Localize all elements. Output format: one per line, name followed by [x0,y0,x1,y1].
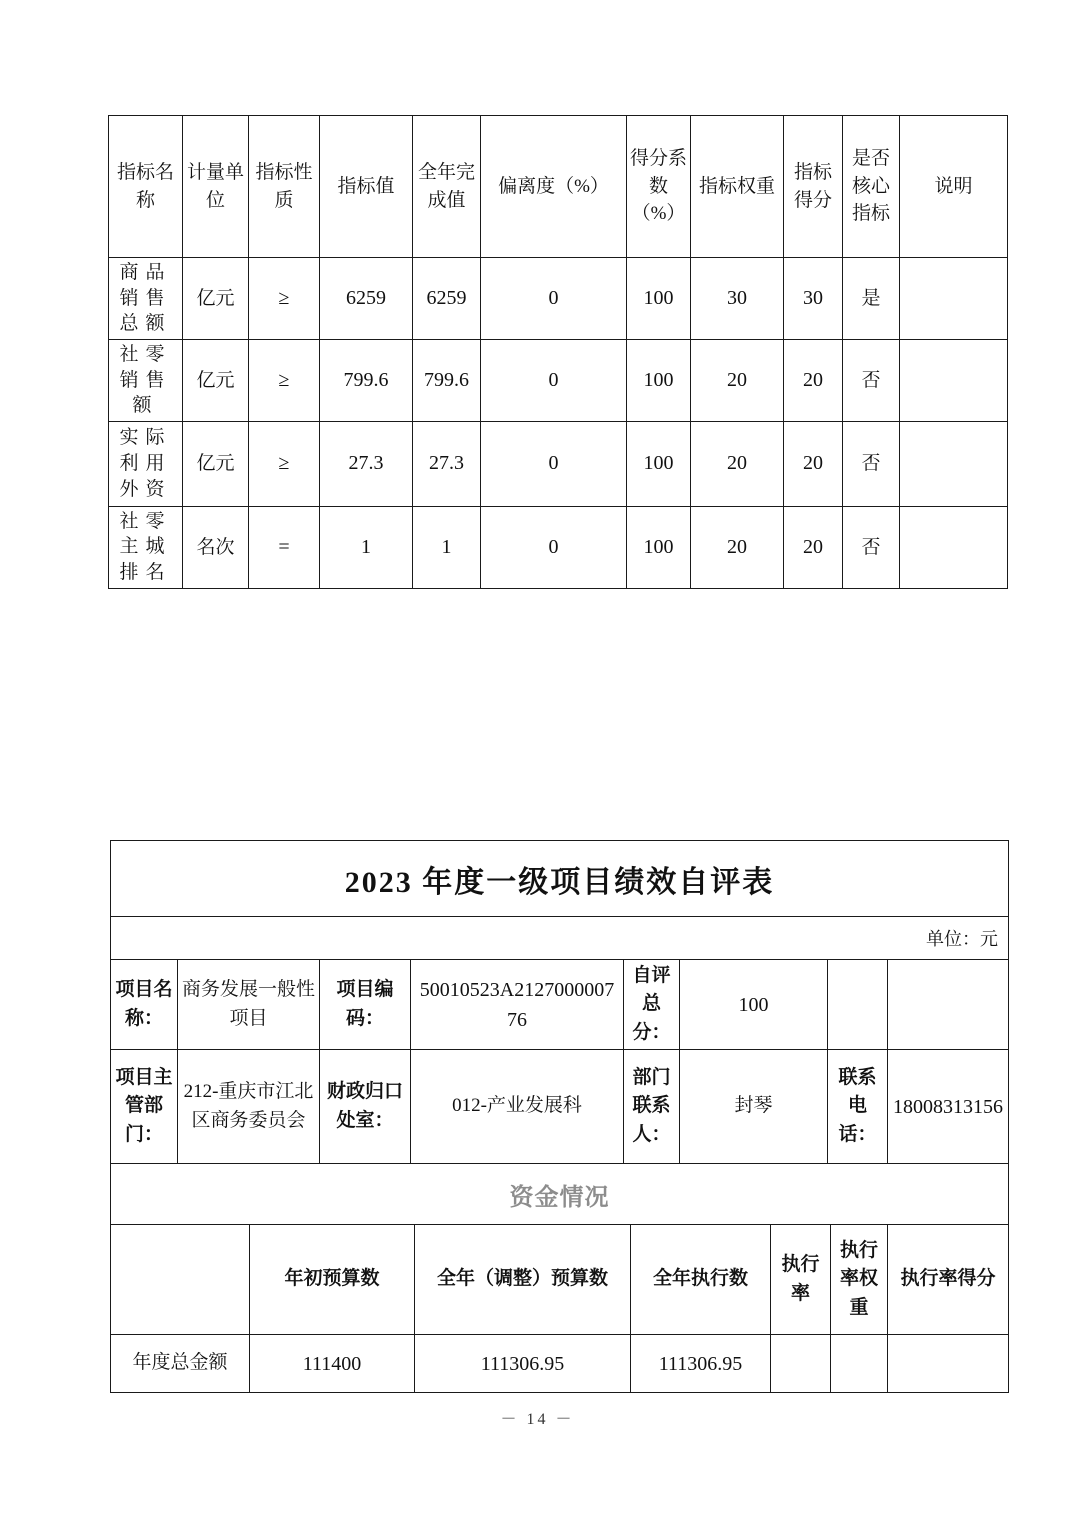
column-header: 执行率 [771,1225,831,1334]
cell-weight: 20 [691,506,784,588]
project-code-label: 项目编码： [320,960,411,1049]
column-header: 全年完成值 [413,116,481,258]
cell-completed: 27.3 [413,421,481,506]
column-header: 指标名称 [109,116,183,258]
self-score-value: 100 [680,960,828,1049]
page-number: － 14 － [500,1411,575,1428]
column-header: 指标得分 [784,116,843,258]
column-header: 说明 [900,116,1008,258]
dept-value: 212-重庆市江北区商务委员会 [178,1050,320,1163]
phone-value: 18008313156 [893,1095,1003,1118]
cell-exec-rate-score [888,1335,1008,1392]
cell-exec-rate [771,1335,831,1392]
table-row [109,506,1008,588]
cell-coefficient: 100 [627,421,691,506]
cell-note [900,258,1008,340]
column-header [111,1225,250,1334]
table-title: 2023 年度一级项目绩效自评表 [111,841,1008,917]
funding-section-title: 资金情况 [111,1164,1008,1225]
cell-adjusted-budget: 111306.95 [415,1335,631,1392]
cell-weight: 20 [691,421,784,506]
cell-nature: ≥ [249,339,320,421]
column-header: 计量单位 [183,116,249,258]
cell-nature: = [249,506,320,588]
indicator-table-header-row [109,116,1008,258]
funding-data-row [111,1335,1008,1392]
funding-header-row [111,1225,1008,1335]
column-header: 指标权重 [691,116,784,258]
contact-label: 部门联系人： [624,1050,680,1163]
column-header: 全年执行数 [631,1225,771,1334]
cell-core: 是 [843,258,900,340]
column-header: 年初预算数 [250,1225,415,1334]
row-label: 年度总金额 [111,1335,250,1392]
cell-completed: 1 [413,506,481,588]
column-header: 偏离度（%） [481,116,627,258]
cell-unit: 亿元 [183,258,249,340]
cell-note [900,421,1008,506]
indicator-name: 社零主城排名 [109,506,183,588]
project-name-label: 项目名称： [111,960,178,1049]
cell-note [900,339,1008,421]
column-header: 全年（调整）预算数 [415,1225,631,1334]
project-name-value: 商务发展一般性项目 [178,960,320,1049]
column-header: 执行率得分 [900,1268,996,1290]
table-row [109,421,1008,506]
cell-core: 否 [843,506,900,588]
column-header: 得分系数（%） [627,116,691,258]
cell-score: 20 [784,506,843,588]
cell-core: 否 [843,421,900,506]
cell-target: 6259 [320,258,413,340]
dept-label: 项目主管部门： [111,1050,178,1163]
cell-nature: ≥ [249,258,320,340]
cell-score: 20 [784,339,843,421]
cell-completed: 6259 [413,258,481,340]
cell-completed: 799.6 [413,339,481,421]
table-row [109,258,1008,340]
column-header: 是否核心指标 [843,116,900,258]
cell-weight: 30 [691,258,784,340]
cell-initial-budget: 111400 [250,1335,415,1392]
cell-coefficient: 100 [627,506,691,588]
cell-target: 1 [320,506,413,588]
table-row [109,339,1008,421]
unit-note: 单位：元 [111,917,1008,960]
cell-score: 30 [784,258,843,340]
empty-cell [828,960,888,1049]
indicator-name: 实际利用外资 [109,421,183,506]
indicator-table [108,115,1008,589]
contact-value: 封琴 [680,1050,828,1163]
cell-deviation: 0 [481,421,627,506]
cell-unit: 名次 [183,506,249,588]
cell-score: 20 [784,421,843,506]
indicator-name: 商品销售总额 [109,258,183,340]
project-info-row-1 [111,960,1008,1050]
self-eval-table [110,840,1009,1393]
project-info-row-2 [111,1050,1008,1164]
column-header: 执行率权重 [831,1225,888,1334]
cell-coefficient: 100 [627,258,691,340]
cell-executed: 111306.95 [631,1335,771,1392]
column-header: 指标性质 [249,116,320,258]
cell-target: 799.6 [320,339,413,421]
project-code-value: 50010523A212700000776 [411,960,624,1049]
cell-unit: 亿元 [183,421,249,506]
cell-core: 否 [843,339,900,421]
cell-nature: ≥ [249,421,320,506]
cell-deviation: 0 [481,258,627,340]
column-header: 指标值 [320,116,413,258]
cell-note [900,506,1008,588]
cell-deviation: 0 [481,339,627,421]
cell-target: 27.3 [320,421,413,506]
indicator-name: 社零销售额 [109,339,183,421]
finance-office-label: 财政归口处室： [320,1050,411,1163]
finance-office-value: 012-产业发展科 [411,1050,624,1163]
cell-coefficient: 100 [627,339,691,421]
cell-exec-rate-weight [831,1335,888,1392]
cell-weight: 20 [691,339,784,421]
phone-label: 联系电话： [828,1050,888,1163]
cell-deviation: 0 [481,506,627,588]
cell-unit: 亿元 [183,339,249,421]
empty-cell [888,960,1008,1049]
self-score-label: 自评总分： [624,960,680,1049]
